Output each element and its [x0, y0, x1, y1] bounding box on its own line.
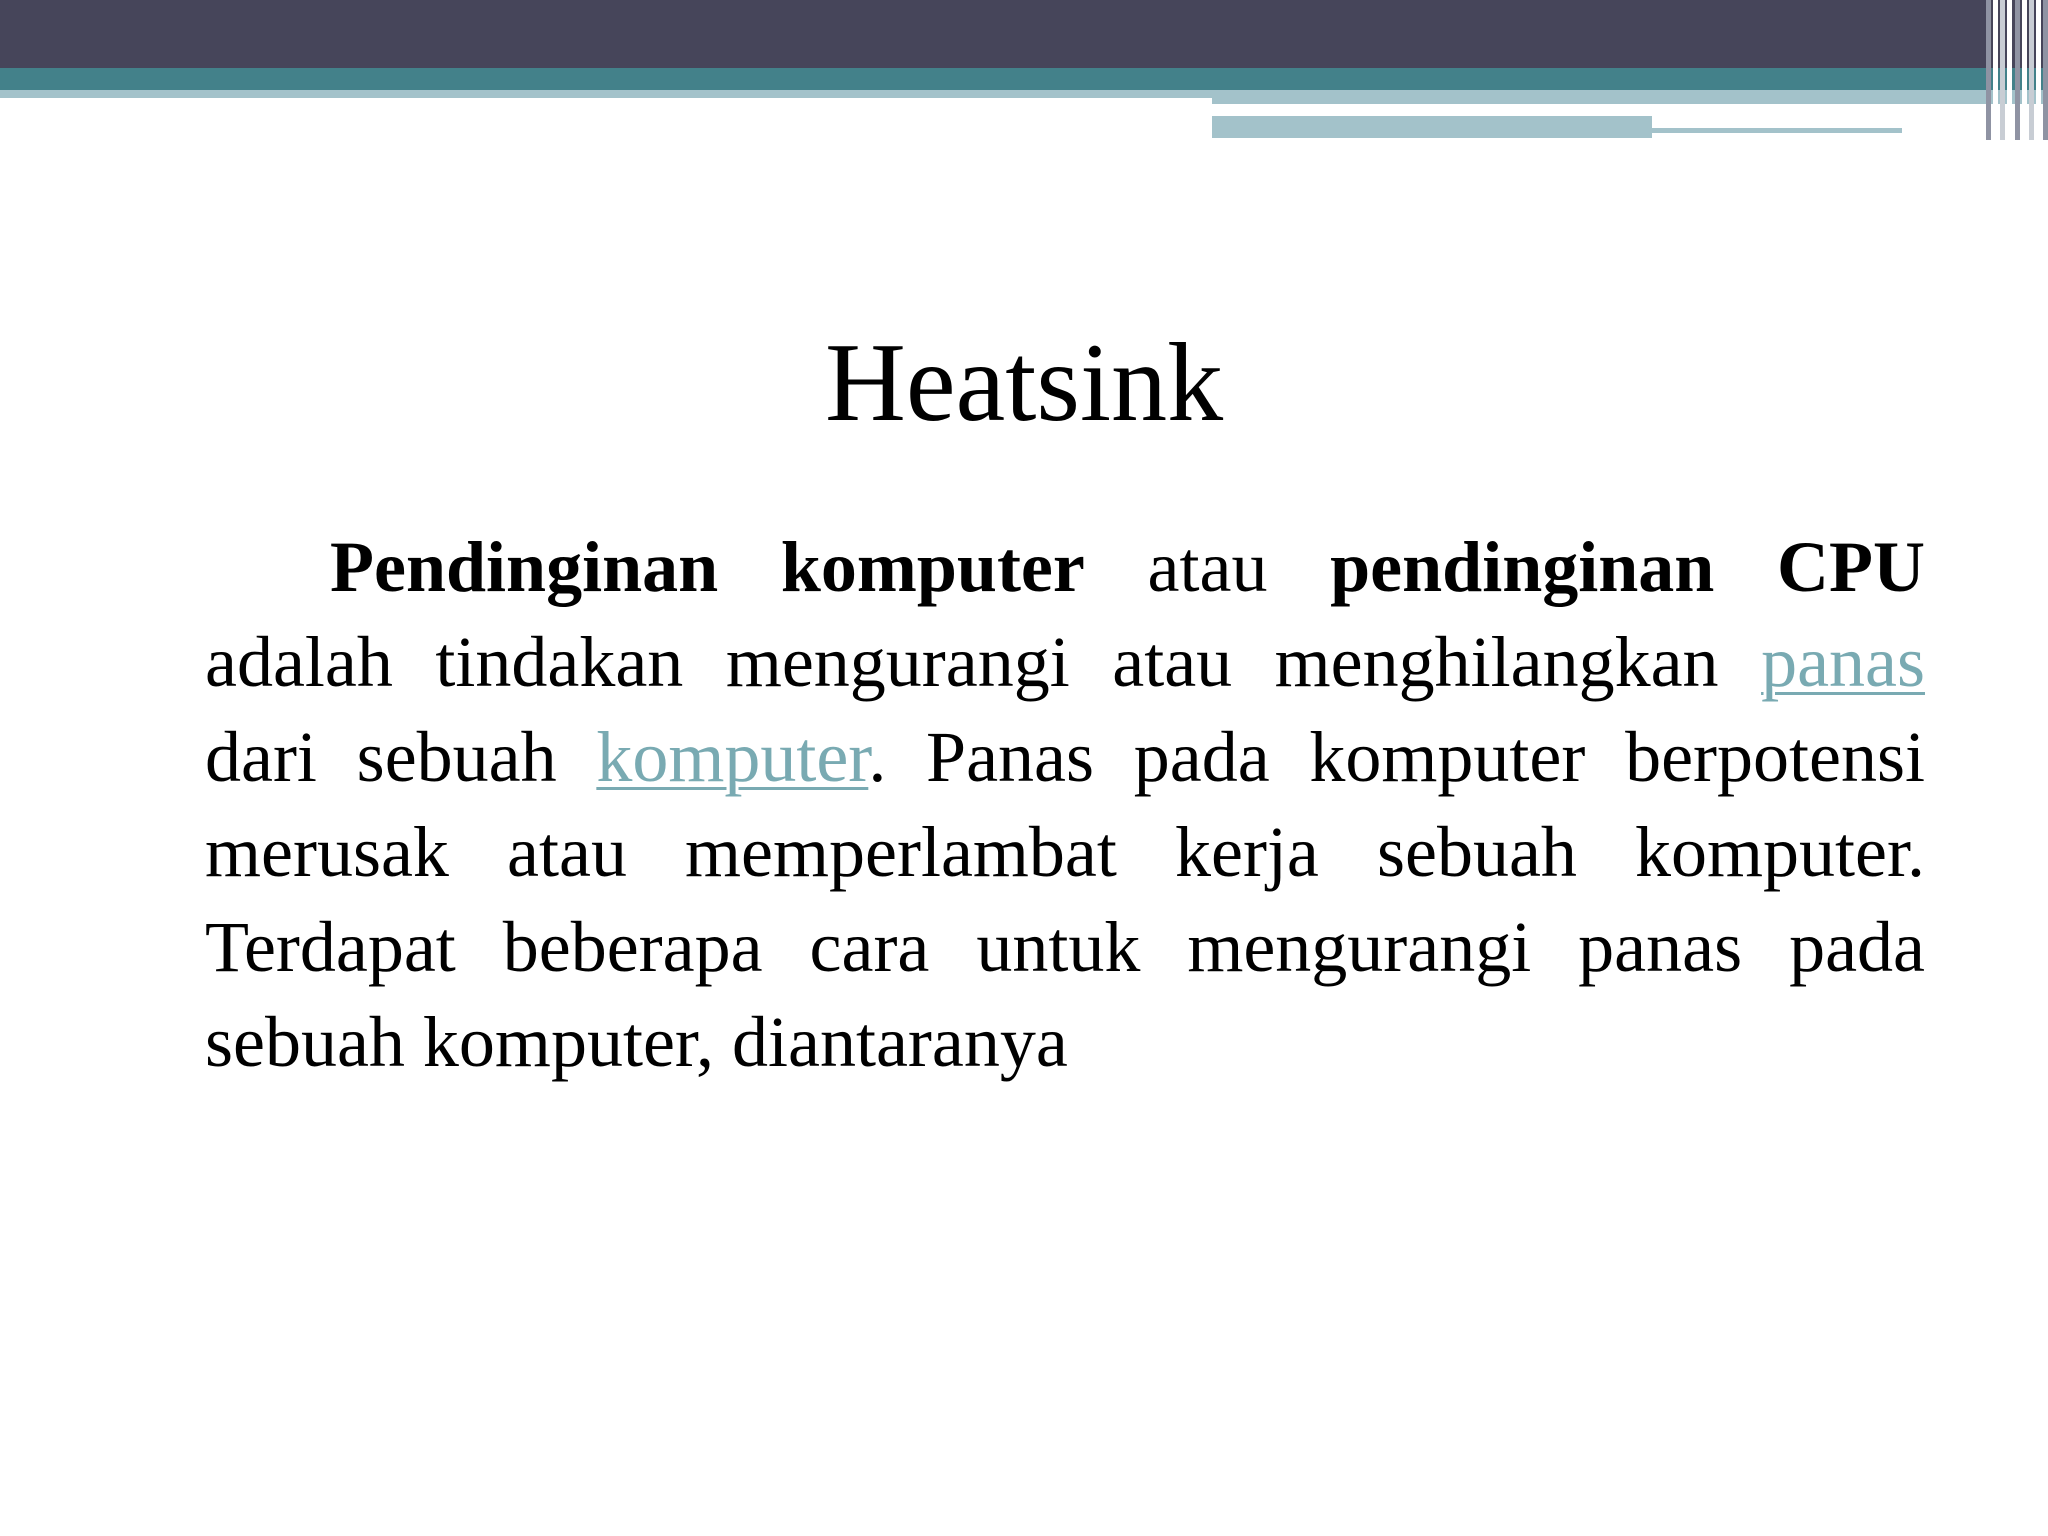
link-panas[interactable]: panas: [1761, 622, 1925, 702]
bold-term-pendinginan-komputer: Pendinginan komputer: [330, 527, 1085, 607]
slide-title: Heatsink: [824, 321, 1224, 445]
header-band-light-lower-2: [1652, 128, 1902, 133]
header-band-teal: [0, 68, 2048, 90]
header-band-white-line: [1212, 108, 1897, 113]
link-komputer[interactable]: komputer: [596, 717, 869, 797]
bold-term-pendinginan-cpu: pendinginan CPU: [1330, 527, 1925, 607]
header-band-dark: [0, 0, 2048, 68]
paragraph-text: . Panas pada komputer berpotensi merusak atau memperlambat kerja sebuah komputer. Terdapat beberapa cara untuk mengurangi panas pada sebuah komputer, diantaranya: [205, 717, 1925, 1082]
header-band-light-right: [1212, 90, 2048, 104]
header-stripes: [1986, 0, 2048, 140]
paragraph-text: atau: [1084, 527, 1331, 607]
slide-body-paragraph: [205, 520, 1925, 1090]
header-decoration: [0, 0, 2048, 160]
header-stripe: [1993, 0, 1998, 140]
paragraph-text: dari sebuah: [205, 717, 597, 797]
header-stripe: [2015, 0, 2020, 140]
header-stripe: [1986, 0, 1991, 140]
header-band-light-left: [0, 90, 1212, 98]
header-stripe: [2000, 0, 2005, 140]
header-stripe: [2043, 0, 2048, 140]
header-stripe: [2022, 0, 2027, 140]
header-stripe: [2036, 0, 2041, 140]
header-stripe: [2007, 0, 2012, 140]
header-stripe: [2029, 0, 2034, 140]
paragraph-text: adalah tindakan mengurangi atau menghilangkan: [205, 622, 1762, 702]
header-band-light-lower: [1212, 116, 1652, 138]
